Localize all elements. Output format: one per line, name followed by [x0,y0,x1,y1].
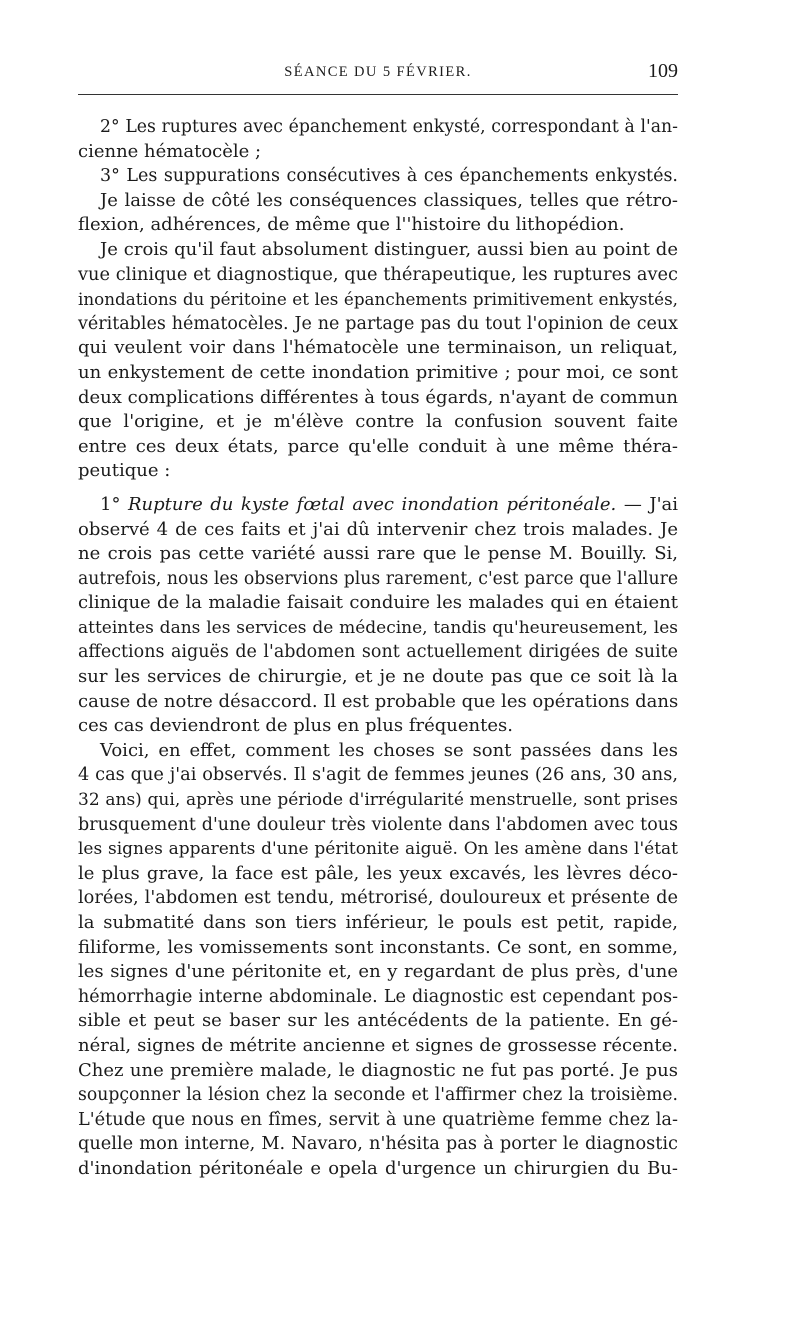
text-line: cienne hématocèle ; [78,140,262,162]
page-header [78,58,678,88]
text-line: ces cas deviendront de plus en plus fréquentes. [78,715,513,737]
text-line: filiforme, les vomissements sont inconstants. Ce sont, en somme, [78,936,678,958]
text-line: les signes d'une péritonite et, en y regardant de plus près, d'une [78,961,678,983]
text-line: ne crois pas cette variété aussi rare que le pense M. Bouilly. Si, [78,543,678,565]
text-line: Chez une première malade, le diagnostic ne fut pas porté. Je pus [78,1059,678,1081]
body-text [78,115,678,1182]
text-line: cause de notre désaccord. Il est probable que les opérations dans [78,690,679,712]
text-line: inondations du péritoine et les épanchements primitivement enkystés, [78,289,678,310]
paragraph [78,164,678,189]
text-line: néral, signes de métrite ancienne et signes de grossesse récente. [78,1034,678,1056]
text-line: hémorrhagie interne abdominale. Le diagnostic est cependant pos- [78,986,678,1007]
text-line: vue clinique et diagnostique, que thérapeutique, les ruptures avec [78,264,678,285]
paragraph-gap [78,484,678,493]
text-line: d'inondation péritonéale e opela d'urgence un chirurgien du Bu- [78,1157,678,1179]
text-line: lorées, l'abdomen est tendu, métrorisé, douloureux et présente de [78,888,678,909]
paragraph [78,115,678,164]
running-title: SÉANCE DU 5 FÉVRIER. [284,64,472,80]
text-line: un enkystement de cette inondation primitive ; pour moi, ce sont [78,361,678,383]
text-line: soupçonner la lésion chez la seconde et l'affirmer chez la troisième. [78,1085,678,1106]
text-line: sur les services de chirurgie, et je ne doute pas que ce soit là la [78,666,678,688]
section-heading: Rupture du kyste fœtal avec inondation péritonéale. [128,493,617,515]
paragraph [78,238,678,484]
section-lead-text: — J'ai [623,493,678,515]
text-line: 4 cas que j'ai observés. Il s'agit de femmes jeunes (26 ans, 30 ans, [78,765,678,786]
text-line: entre ces deux états, parce qu'elle conduit à une même théra- [78,435,678,457]
text-line: observé 4 de ces faits et j'ai dû intervenir chez trois malades. Je [78,518,678,540]
text-line: atteintes dans les services de médecine, tandis qu'heureusement, les [78,617,678,638]
text-line: 32 ans) qui, après une période d'irrégularité menstruelle, sont prises [78,790,678,811]
text-line: les signes apparents d'une péritonite aiguë. On les amène dans l'état [78,839,678,860]
paragraph [78,493,678,739]
text-line: 3° Les suppurations consécutives à ces épanchements enkystés. [100,166,678,187]
text-line: Je crois qu'il faut absolument distinguer, aussi bien au point de [100,238,678,260]
text-line: brusquement d'une douleur très violente dans l'abdomen avec tous [78,814,678,835]
text-line: quelle mon interne, M. Navaro, n'hésita pas à porter le diagnostic [78,1134,678,1155]
text-line: affections aiguës de l'abdomen sont actuellement dirigées de suite [78,642,678,663]
text-line: Je laisse de côté les conséquences classiques, telles que rétro- [100,189,678,211]
text-line: que l'origine, et je m'élève contre la confusion souvent faite [78,411,678,433]
page [78,58,679,1179]
text-line: L'étude que nous en fîmes, servit à une quatrième femme chez la- [78,1109,678,1130]
text-line: véritables hématocèles. Je ne partage pas du tout l'opinion de ceux [78,313,678,334]
page-number: 109 [648,60,678,82]
text-line-lead [78,493,678,518]
text-line: 2° Les ruptures avec épanchement enkysté, correspondant à l'an- [100,117,678,137]
text-line: Voici, en effet, comment les choses se sont passées dans les [100,739,678,761]
text-line: autrefois, nous les observions plus rarement, c'est parce que l'allure [78,568,679,589]
paragraph [78,189,678,238]
paragraph [78,739,678,1182]
text-line: la submatité dans son tiers inférieur, le pouls est petit, rapide, [78,912,678,933]
text-line: peutique : [78,460,171,482]
header-rule [78,94,678,95]
text-line: flexion, adhérences, de même que l''histoire du lithopédion. [78,214,625,236]
section-number: 1° [100,493,121,515]
text-line: sible et peut se baser sur les antécédents de la patiente. En gé- [78,1010,678,1032]
text-line: le plus grave, la face est pâle, les yeux excavés, les lèvres déco- [78,862,678,884]
text-line: qui veulent voir dans l'hématocèle une terminaison, un reliquat, [78,337,678,359]
text-line: clinique de la maladie faisait conduire les malades qui en étaient [78,592,678,614]
text-line: deux complications différentes à tous égards, n'ayant de commun [78,386,678,408]
